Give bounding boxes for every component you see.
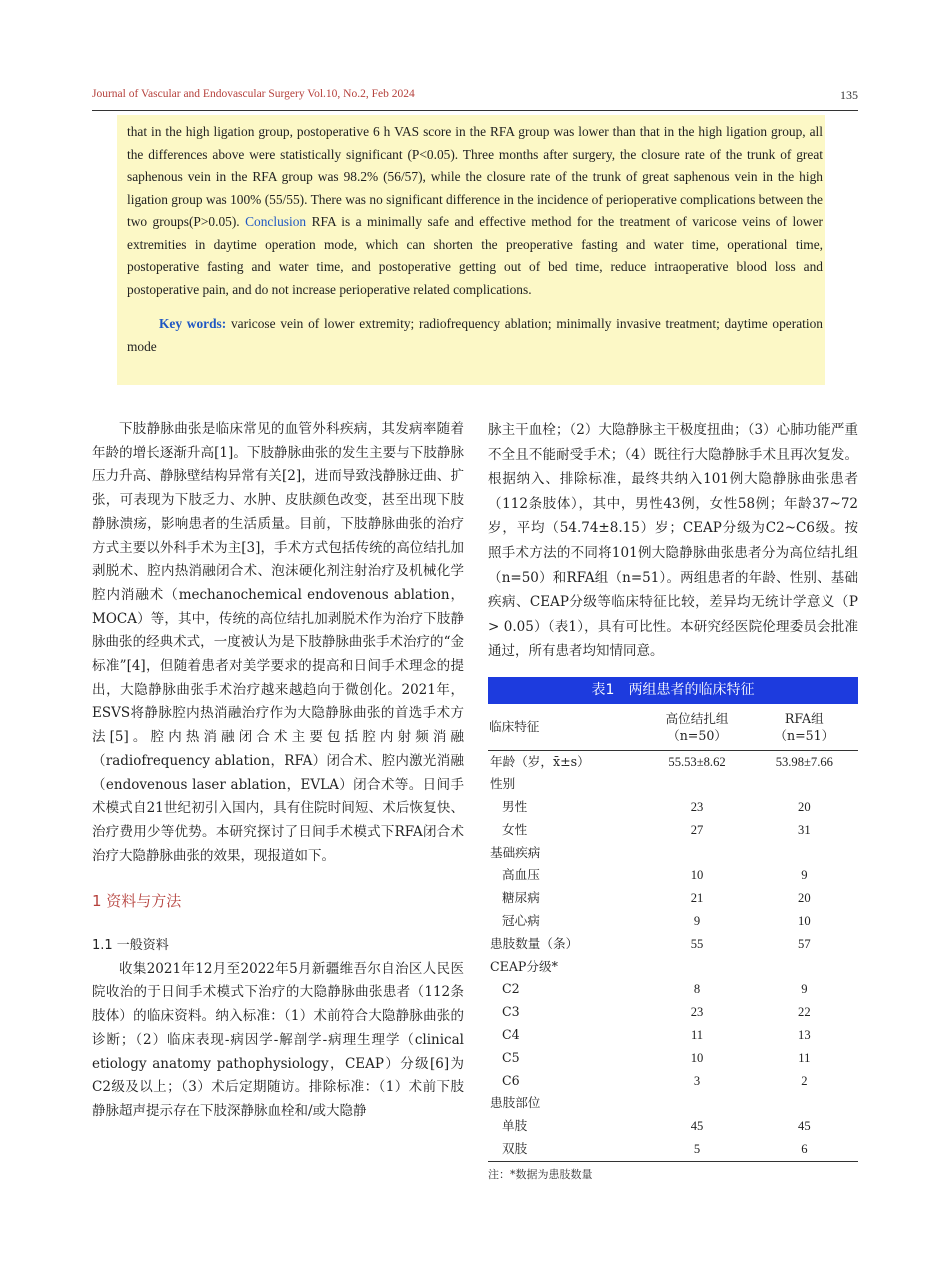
- row-value-high-ligation: 23: [690, 800, 704, 815]
- row-value-high-ligation: 10: [690, 1050, 704, 1065]
- header-rfa: [751, 704, 858, 750]
- table-row: [488, 773, 858, 796]
- keywords-line: [127, 313, 823, 358]
- row-value-rfa: 20: [798, 800, 811, 815]
- row-label: 双肢: [502, 1141, 528, 1157]
- table-row: [488, 887, 858, 910]
- row-value-rfa: [751, 1092, 858, 1115]
- row-value-high-ligation: [643, 1092, 750, 1115]
- table-row: [488, 750, 858, 773]
- row-label: 糖尿病: [502, 890, 540, 906]
- row-label: 男性: [502, 799, 528, 815]
- table-row: [488, 1070, 858, 1093]
- row-value-rfa: 13: [798, 1028, 811, 1043]
- row-value-rfa: 53.98±7.66: [775, 754, 833, 769]
- row-label: 单肢: [502, 1118, 528, 1134]
- methods-continued-paragraph: 脉主干血栓；（2）大隐静脉主干极度扭曲；（3）心肺功能严重不全且不能耐受手术；（4）既往行大隐静脉手术且再次复发。根据纳入、排除标准，最终共纳入101例大隐静脉曲张患者（112条肢体），其中，男性43例，女性58例；年龄37~72岁，平均（54.74±8.15）岁；CEAP分级为C2~C6级。按照手术方法的不同将101例大隐静脉曲张患者分为高位结扎组（n=50）和RFA组（n=51）。两组患者的年龄、性别、基础疾病、CEAP分级等临床特征比较，差异均无统计学意义（P > 0.05）（表1），具有可比性。本研究经医院伦理委员会批准通过，所有患者均知情同意。: [488, 422, 858, 660]
- table-row: [488, 978, 858, 1001]
- running-header: [92, 86, 858, 111]
- table-row: [488, 1115, 858, 1138]
- header-rfa-n: （n=51）: [774, 727, 835, 743]
- abstract-box: [117, 115, 825, 385]
- row-value-rfa: [751, 956, 858, 979]
- table-row: [488, 864, 858, 887]
- page-number: 135: [840, 88, 858, 102]
- row-value-rfa: 11: [798, 1050, 811, 1065]
- table-row: [488, 933, 858, 956]
- table-row: [488, 1138, 858, 1161]
- table-note: 注：*数据为患肢数量: [488, 1167, 593, 1181]
- table-row: [488, 1001, 858, 1024]
- row-value-rfa: 2: [801, 1073, 808, 1088]
- section-title: 1 资料与方法: [92, 892, 182, 911]
- table-row: [488, 1024, 858, 1047]
- row-value-high-ligation: 21: [690, 891, 704, 906]
- row-label: C4: [502, 1027, 520, 1043]
- table-row: [488, 819, 858, 842]
- row-label: C3: [502, 1004, 520, 1020]
- abstract-paragraph: [127, 121, 823, 301]
- row-value-high-ligation: 10: [690, 868, 704, 883]
- conclusion-label: Conclusion: [245, 214, 307, 229]
- row-value-high-ligation: [643, 956, 750, 979]
- table-body: [488, 750, 858, 1161]
- table-row: [488, 956, 858, 979]
- header-feature: 临床特征: [489, 719, 540, 735]
- row-label: CEAP分级*: [490, 958, 558, 974]
- row-value-high-ligation: [643, 842, 750, 865]
- row-value-high-ligation: 5: [693, 1142, 701, 1157]
- subsection-title: 1.1 一般资料: [92, 938, 169, 954]
- header-high-ligation-name: 高位结扎组: [665, 710, 729, 726]
- row-label: 女性: [502, 821, 528, 837]
- row-label: C5: [502, 1049, 520, 1065]
- row-value-high-ligation: 27: [690, 822, 704, 837]
- intro-paragraph: 下肢静脉曲张是临床常见的血管外科疾病，其发病率随着年龄的增长逐渐升高[1]。下肢静脉曲张的发生主要与下肢静脉压力升高、静脉壁结构异常有关[2]，进而导致浅静脉迂曲、扩张，可表现为下肢乏力、水肿、皮肤颜色改变，甚至出现下肢静脉溃疡，影响患者的生活质量。目前，下肢静脉曲张的治疗方式主要以外科手术为主[3]，手术方式包括传统的高位结扎加剥脱术、腔内热消融闭合术、泡沫硬化剂注射治疗及机械化学腔内消融术（mechanochemical endovenous ablation，MOCA）等，其中，传统的高位结扎加剥脱术作为治疗下肢静脉曲张的经典术式，一度被认为是下肢静脉曲张手术治疗的“金标准”[4]，但随着患者对美学要求的提高和日间手术理念的提出，大隐静脉曲张手术治疗越来越趋向于微创化。2021年，ESVS将静脉腔内热消融治疗作为大隐静脉曲张的首选手术方法[5]。腔内热消融闭合术主要包括腔内射频消融（radiofrequency ablation，RFA）闭合术、腔内激光消融（endovenous laser ablation，EVLA）闭合术等。日间手术模式自21世纪初引入国内，具有住院时间短、术后恢复快、治疗费用少等优势。本研究探讨了日间手术模式下RFA闭合术治疗大隐静脉曲张的效果，现报道如下。: [92, 421, 464, 864]
- table-header: [488, 704, 858, 750]
- row-value-rfa: 6: [801, 1142, 808, 1157]
- row-label: 性别: [490, 776, 516, 792]
- row-value-high-ligation: [643, 773, 750, 796]
- keywords-label: Key words:: [159, 316, 227, 331]
- table-row: [488, 1092, 858, 1115]
- left-column: [92, 418, 464, 1124]
- right-column: [488, 418, 858, 664]
- row-label: 冠心病: [502, 913, 540, 929]
- row-value-high-ligation: 11: [690, 1028, 704, 1043]
- row-value-rfa: 57: [798, 936, 811, 951]
- row-value-high-ligation: 55: [690, 936, 704, 951]
- table-title: 表1 两组患者的临床特征: [488, 677, 858, 704]
- row-label: C6: [502, 1072, 520, 1088]
- table-row: [488, 842, 858, 865]
- row-value-high-ligation: 55.53±8.62: [668, 754, 726, 769]
- row-value-high-ligation: 9: [693, 914, 701, 929]
- row-label: 基础疾病: [490, 844, 541, 860]
- header-high-ligation-n: （n=50）: [667, 727, 727, 743]
- row-label: 高血压: [502, 867, 540, 883]
- row-value-rfa: 31: [798, 822, 811, 837]
- table-row: [488, 1047, 858, 1070]
- abstract-results-text: that in the high ligation group, postoperative 6 h VAS score in the RFA group was lower than that in the high ligation group, all the differences above were statistically significant (P<0.05). Three months after surgery, the closure rate of the trunk of great saphenous vein in the RFA group was 98.2% (56/57), while the closure rate of the trunk of great saphenous vein in the high ligation group was 100% (55/55). There was no significant difference in the incidence of perioperative complications between the two groups(P>0.05).: [127, 124, 823, 229]
- keywords-text: varicose vein of lower extremity; radiofrequency ablation; minimally invasive treatment; daytime operation mode: [127, 316, 823, 354]
- abstract-conclusion-text: RFA is a minimally safe and effective method for the treatment of varicose veins of lower extremities in daytime operation mode, which can shorten the preoperative fasting and water time, operational time, postoperative fasting and water time, and postoperative getting out of bed time, reduce intraoperative blood loss and postoperative pain, and do not increase perioperative related complications.: [127, 214, 823, 297]
- journal-title: Journal of Vascular and Endovascular Surgery Vol.10, No.2, Feb 2024: [92, 88, 415, 100]
- row-value-rfa: 9: [801, 982, 808, 997]
- row-label: C2: [502, 981, 520, 997]
- row-value-rfa: [751, 773, 858, 796]
- row-label: 患肢部位: [490, 1095, 541, 1111]
- clinical-table-block: [488, 677, 858, 1182]
- row-label: 患肢数量（条）: [490, 935, 579, 951]
- row-value-rfa: 22: [798, 1005, 811, 1020]
- methods-paragraph: 收集2021年12月至2022年5月新疆维吾尔自治区人民医院收治的于日间手术模式下治疗的大隐静脉曲张患者（112条肢体）的临床资料。纳入标准：（1）术前符合大隐静脉曲张的诊断；（2）临床表现-病因学-解剖学-病理生理学（clinical etiology anatomy pathophysiology，CEAP）分级[6]为C2级及以上；（3）术后定期随访。排除标准：（1）术前下肢静脉超声提示存在下肢深静脉血栓和/或大隐静: [92, 960, 464, 1119]
- row-value-rfa: [751, 842, 858, 865]
- row-value-rfa: 10: [798, 914, 811, 929]
- header-high-ligation: [643, 704, 750, 750]
- row-value-rfa: 45: [798, 1119, 811, 1134]
- table-row: [488, 910, 858, 933]
- row-value-high-ligation: 3: [693, 1073, 701, 1088]
- table-row: [488, 796, 858, 819]
- row-value-high-ligation: 45: [690, 1119, 704, 1134]
- row-value-high-ligation: 8: [693, 982, 701, 997]
- row-value-high-ligation: 23: [690, 1005, 704, 1020]
- header-rfa-name: RFA组: [784, 710, 824, 726]
- row-value-rfa: 9: [801, 868, 808, 883]
- row-value-rfa: 20: [798, 891, 811, 906]
- row-label: 年龄（岁，x̄±s）: [490, 753, 590, 769]
- clinical-characteristics-table: [488, 704, 858, 1162]
